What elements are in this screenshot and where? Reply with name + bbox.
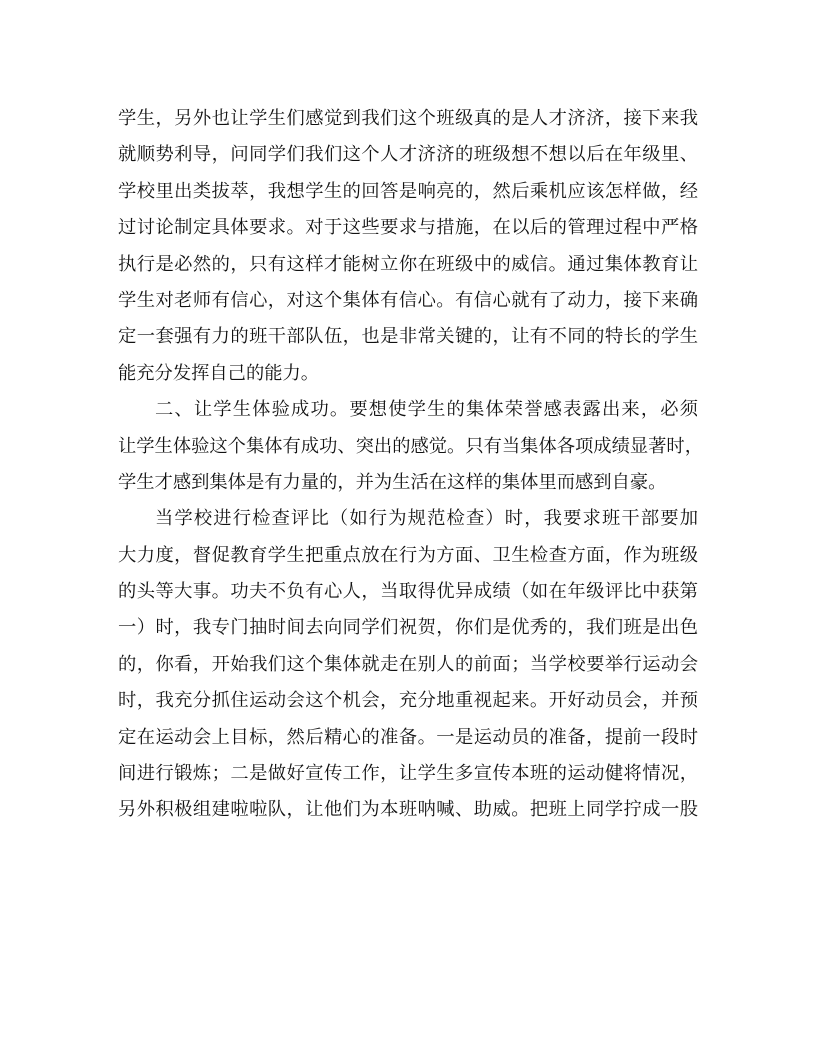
text-line: 过讨论制定具体要求。对于这些要求与措施，在以后的管理过程中严格: [118, 217, 698, 239]
text-line: 学生对老师有信心，对这个集体有信心。有信心就有了动力，接下来确: [118, 289, 698, 311]
text-line: 另外积极组建啦啦队，让他们为本班呐喊、助威。把班上同学拧成一股: [118, 799, 698, 821]
text-line: 二、让学生体验成功。要想使学生的集体荣誉感表露出来，必须: [155, 399, 698, 421]
text-line: 就顺势利导，问同学们我们这个人才济济的班级想不想以后在年级里、: [118, 144, 698, 166]
text-line: 大力度，督促教育学生把重点放在行为方面、卫生检查方面，作为班级: [118, 544, 698, 566]
text-line: 的，你看，开始我们这个集体就走在别人的前面；当学校要举行运动会: [118, 653, 698, 675]
body-text: [118, 101, 703, 829]
text-line: 当学校进行检查评比（如行为规范检查）时，我要求班干部要加: [155, 508, 698, 530]
text-line: 学校里出类拔萃，我想学生的回答是响亮的，然后乘机应该怎样做，经: [118, 180, 698, 202]
text-line: 的头等大事。功夫不负有心人，当取得优异成绩（如在年级评比中获第: [118, 581, 698, 603]
text-line: 时，我充分抓住运动会这个机会，充分地重视起来。开好动员会，并预: [118, 690, 698, 712]
text-line: 让学生体验这个集体有成功、突出的感觉。只有当集体各项成绩显著时，: [118, 435, 703, 457]
text-line: 学生才感到集体是有力量的，并为生活在这样的集体里而感到自豪。: [118, 471, 667, 493]
text-line: 定一套强有力的班干部队伍，也是非常关键的，让有不同的特长的学生: [118, 326, 698, 348]
text-line: 间进行锻炼；二是做好宣传工作，让学生多宣传本班的运动健将情况，: [118, 763, 698, 785]
text-line: 一）时，我专门抽时间去向同学们祝贺，你们是优秀的，我们班是出色: [118, 617, 698, 639]
text-line: 执行是必然的，只有这样才能树立你在班级中的威信。通过集体教育让: [118, 253, 698, 275]
text-line: 能充分发挥自己的能力。: [118, 362, 320, 384]
text-line: 学生，另外也让学生们感觉到我们这个班级真的是人才济济，接下来我: [118, 108, 698, 129]
text-line: 定在运动会上目标，然后精心的准备。一是运动员的准备，提前一段时: [118, 726, 698, 748]
